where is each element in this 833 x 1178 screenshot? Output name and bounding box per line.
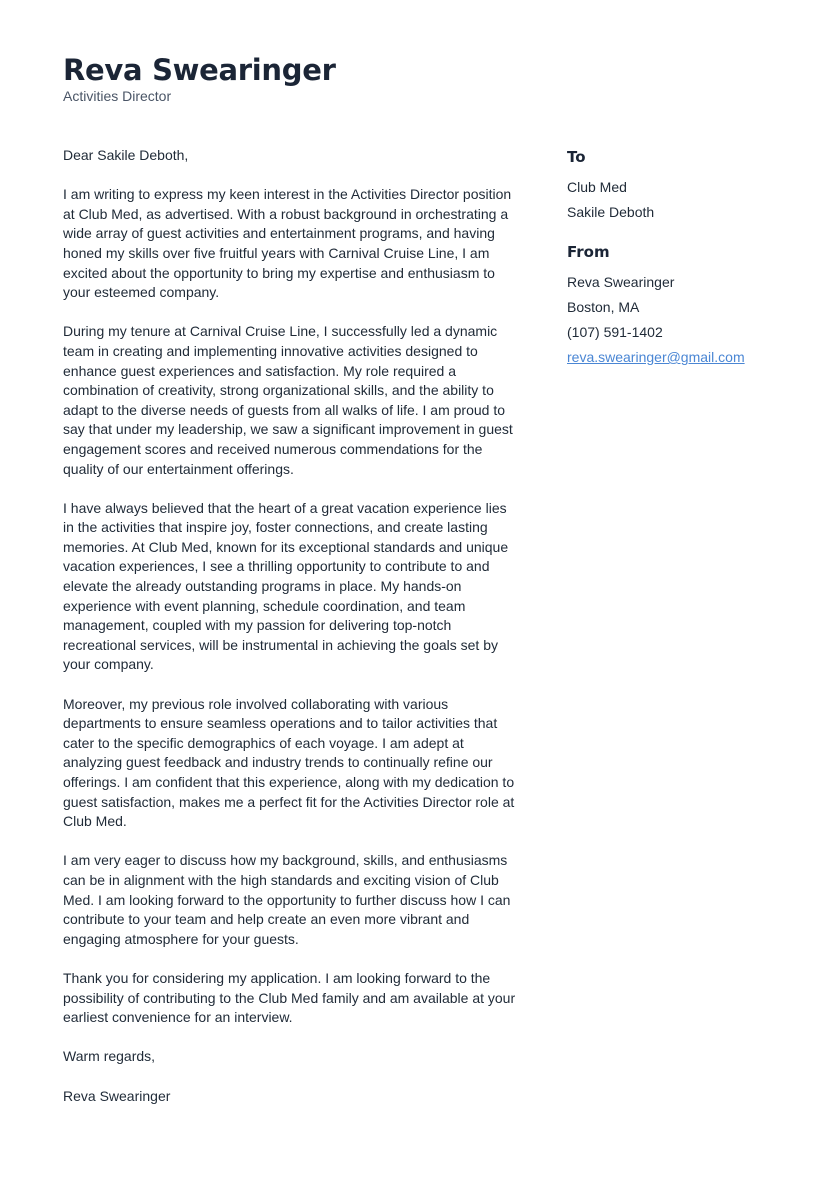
letter-body <box>63 146 525 1126</box>
paragraph-4: Moreover, my previous role involved collaborating with various departments to ensure seamless operations and to tailor activities that cater to the specific demographics of each voyage. I am adept at analyzing guest feedback and industry trends to continually refine our offerings. I am confident that this experience, along with my dedication to guest satisfaction, makes me a perfect fit for the Activities Director role at Club Med. <box>63 695 515 830</box>
to-heading: To <box>567 148 586 166</box>
sender-job-title: Activities Director <box>63 88 172 104</box>
letter-header <box>63 52 336 105</box>
closing: Warm regards, <box>63 1048 156 1065</box>
salutation: Dear Sakile Deboth, <box>63 147 189 163</box>
paragraph-2: During my tenure at Carnival Cruise Line, I successfully led a dynamic team in creating and implementing innovative activities designed to enhance guest experiences and satisfaction. My role required a combination of creativity, strong organizational skills, and the ability to adapt to the diverse needs of guests from all walks of life. I am proud to say that under my leadership, we saw a significant improvement in guest engagement scores and received numerous commendations for the quality of our entertainment offerings. <box>63 323 513 477</box>
sender-name: Reva Swearinger <box>567 274 675 290</box>
recipient-company: Club Med <box>567 179 627 195</box>
sender-location: Boston, MA <box>567 299 640 315</box>
signature: Reva Swearinger <box>63 1087 171 1104</box>
sender-email-link[interactable]: reva.swearinger@gmail.com <box>567 349 745 365</box>
contact-sidebar <box>567 147 807 387</box>
paragraph-3: I have always believed that the heart of a great vacation experience lies in the activities that inspire joy, foster connections, and create lasting memories. At Club Med, known for its exceptional standards and unique vacation experiences, I see a thrilling opportunity to contribute to and elevate the already outstanding programs in place. My hands-on experience with event planning, schedule coordination, and team management, coupled with my passion for delivering top-notch recreational services, will be instrumental in achieving the goals set by your company. <box>63 499 509 673</box>
paragraph-1: I am writing to express my keen interest in the Activities Director position at Club Med, as advertised. With a robust background in orchestrating a wide array of guest activities and entertainment programs, and having honed my skills over five fruitful years with Carnival Cruise Line, I am excited about the opportunity to bring my expertise and enthusiasm to your esteemed company. <box>63 186 512 301</box>
to-section <box>567 147 807 225</box>
paragraph-5: I am very eager to discuss how my background, skills, and enthusiasms can be in alignment with the high standards and exciting vision of Club Med. I am looking forward to the opportunity to further discuss how I can contribute to your team and help create an even more vibrant and engaging atmosphere for your guests. <box>63 852 511 947</box>
recipient-name: Sakile Deboth <box>567 204 655 220</box>
from-section <box>567 242 807 370</box>
sender-name-heading: Reva Swearinger <box>63 53 336 87</box>
sender-phone: (107) 591-1402 <box>567 324 663 340</box>
from-heading: From <box>567 243 610 261</box>
paragraph-6: Thank you for considering my application. I am looking forward to the possibility of contributing to the Club Med family and am available at your earliest convenience for an interview. <box>63 969 516 1026</box>
